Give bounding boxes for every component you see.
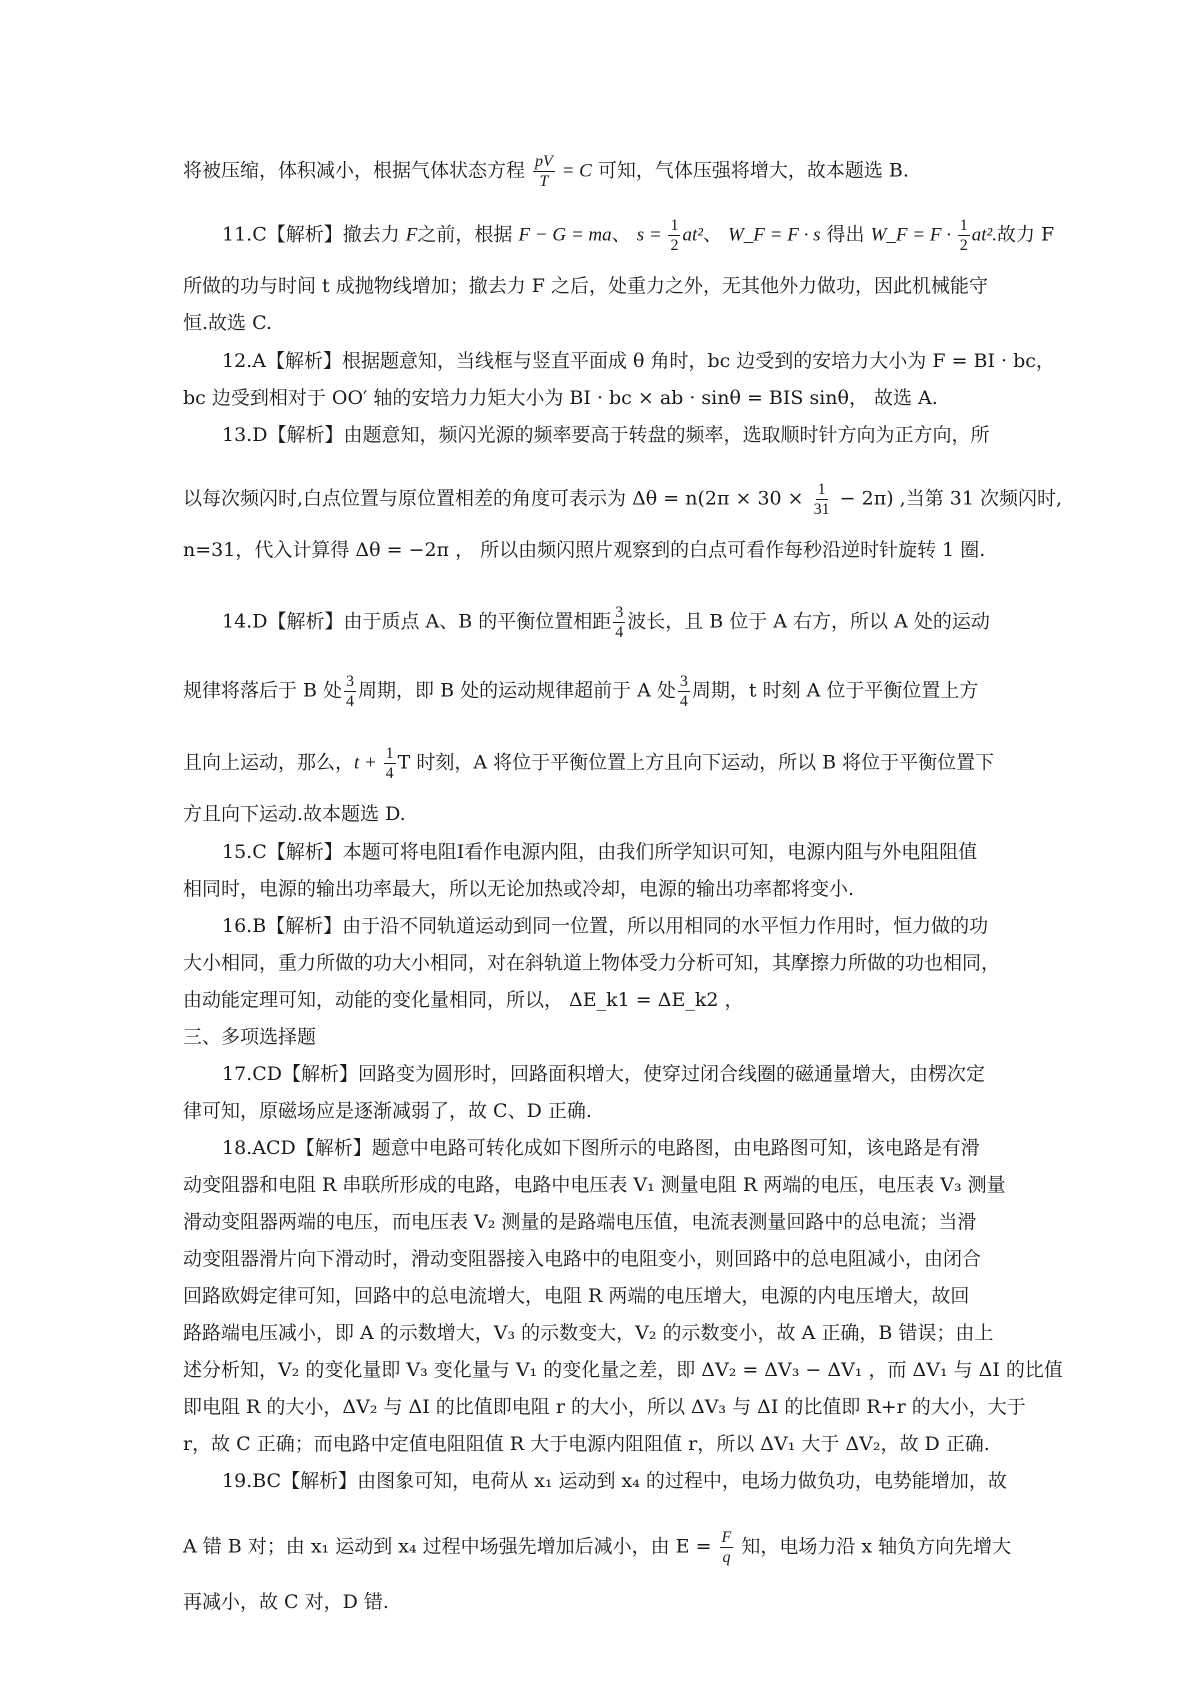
text-line: 将被压缩，体积减小，根据气体状态方程 $\frac{pV}{T}$ = C 可知，气体压强将增大，故本题选 B. — [183, 153, 909, 190]
text-line: 方且向下运动.故本题选 D. — [183, 803, 406, 825]
fraction-3-over-4-b: $\frac{3}{4}$ — [346, 673, 355, 710]
text-line: 相同时，电源的输出功率最大，所以无论加热或冷却，电源的输出功率都将变小. — [183, 878, 855, 900]
text-line: A 错 B 对；由 x₁ 运动到 x₄ 过程中场强先增加后减小，由 E = $\frac{F}{q}$ 知，电场力沿 x 轴负方向先增大 — [183, 1529, 1012, 1566]
fraction-pv-over-t: $\frac{pV}{T}$ — [535, 153, 553, 190]
text-line: 恒.故选 C. — [183, 312, 272, 334]
answer-14-line-1: 14.D【解析】由于质点 A、B 的平衡位置相距 $\frac{3}{4}$ 波长，且 B 位于 A 右方，所以 A 处的运动 — [222, 604, 990, 641]
text-line: 律可知，原磁场应是逐渐减弱了，故 C、D 正确. — [183, 1100, 592, 1122]
fraction-1-over-31: $\frac{1}{31}$ — [813, 481, 830, 518]
fraction-1-over-4: $\frac{1}{4}$ — [385, 745, 394, 782]
answer-18-line-1: 18.ACD【解析】题意中电路可转化成如下图所示的电路图，由电路图可知，该电路是有滑 — [222, 1137, 980, 1159]
text-line: bc 边受到相对于 OO′ 轴的安培力力矩大小为 BI · bc × ab · sinθ = BIS sinθ， 故选 A. — [183, 387, 938, 409]
fraction-half: $\frac{1}{2}$ — [670, 217, 679, 254]
fraction-f-over-q: $\frac{F}{q}$ — [721, 1529, 732, 1566]
fraction-3-over-4-c: $\frac{3}{4}$ — [679, 673, 688, 710]
text-line: n=31，代入计算得 Δθ = −2π ， 所以由频闪照片观察到的白点可看作每秒沿逆时针旋转 1 圈. — [183, 539, 986, 561]
text-line: 即电阻 R 的大小，ΔV₂ 与 ΔI 的比值即电阻 r 的大小，所以 ΔV₃ 与 ΔI 的比值即 R+r 的大小，大于 — [183, 1396, 1026, 1418]
text-line: 回路欧姆定律可知，回路中的总电流增大，电阻 R 两端的电压增大，电源的内电压增大，故回 — [183, 1285, 970, 1307]
answer-13-line-1: 13.D【解析】由题意知，频闪光源的频率要高于转盘的频率，选取顺时针方向为正方向，所 — [222, 424, 990, 446]
text-line: 所做的功与时间 t 成抛物线增加；撤去力 F 之后，处重力之外，无其他外力做功，因此机械能守 — [183, 275, 988, 297]
answer-11-line-1: 11.C【解析】撤去力 F之前，根据 F − G = ma、 s = $\frac{1}{2}$ at²、 W_F = F · s 得出 W_F = F · $\frac{1}{2}$ at².故力 F — [222, 217, 1055, 254]
text-line: 动变阻器滑片向下滑动时，滑动变阻器接入电路中的电阻变小，则回路中的总电阻减小，由闭合 — [183, 1248, 982, 1270]
section-heading: 三、多项选择题 — [183, 1026, 317, 1048]
text-line: 规律将落后于 B 处 $\frac{3}{4}$ 周期，即 B 处的运动规律超前于 A 处 $\frac{3}{4}$ 周期，t 时刻 A 位于平衡位置上方 — [183, 673, 979, 710]
text-line: 且向上运动，那么，t + $\frac{1}{4}$ T 时刻，A 将位于平衡位置上方且向下运动，所以 B 将位于平衡位置下 — [183, 745, 995, 782]
answer-15-line-1: 15.C【解析】本题可将电阻Ⅰ看作电源内阻，由我们所学知识可知，电源内阻与外电阻阻值 — [222, 841, 978, 863]
answer-16-line-1: 16.B【解析】由于沿不同轨道运动到同一位置，所以用相同的水平恒力作用时，恒力做的功 — [222, 915, 989, 937]
answer-17-line-1: 17.CD【解析】回路变为圆形时，回路面积增大，使穿过闭合线圈的磁通量增大，由楞次定 — [222, 1063, 985, 1085]
answer-19-line-1: 19.BC【解析】由图象可知，电荷从 x₁ 运动到 x₄ 的过程中，电场力做负功，电势能增加，故 — [222, 1470, 1007, 1492]
text-line: 动变阻器和电阻 R 串联所形成的电路，电路中电压表 V₁ 测量电阻 R 两端的电压，电压表 V₃ 测量 — [183, 1174, 1006, 1196]
fraction-half-2: $\frac{1}{2}$ — [959, 217, 968, 254]
text-line: 大小相同，重力所做的功大小相同，对在斜轨道上物体受力分析可知，其摩擦力所做的功也相同， — [183, 952, 1001, 974]
text-line: 述分析知，V₂ 的变化量即 V₃ 变化量与 V₁ 的变化量之差，即 ΔV₂ = ΔV₃ − ΔV₁ ，而 ΔV₁ 与 ΔI 的比值 — [183, 1359, 1063, 1381]
text-line: 再减小，故 C 对，D 错. — [183, 1591, 389, 1613]
text-line: r，故 C 正确；而电路中定值电阻阻值 R 大于电源内阻阻值 r，所以 ΔV₁ 大于 ΔV₂，故 D 正确. — [183, 1433, 990, 1455]
fraction-3-over-4: $\frac{3}{4}$ — [615, 604, 624, 641]
text-line: 路路端电压减小，即 A 的示数增大，V₃ 的示数变大，V₂ 的示数变小，故 A 正确，B 错误；由上 — [183, 1322, 994, 1344]
answer-12-line-1: 12.A【解析】根据题意知，当线框与竖直平面成 θ 角时，bc 边受到的安培力大小为 F = BI · bc， — [222, 350, 1055, 372]
text-line: 以每次频闪时,白点位置与原位置相差的角度可表示为 Δθ = n(2π × 30 × $\frac{1}{31}$ − 2π) ,当第 31 次频闪时, — [183, 481, 1063, 518]
text-line: 滑动变阻器两端的电压，而电压表 V₂ 测量的是路端电压值，电流表测量回路中的总电流；当滑 — [183, 1211, 977, 1233]
text-line: 由动能定理可知，动能的变化量相同，所以， ΔE_k1 = ΔE_k2 ， — [183, 989, 744, 1011]
